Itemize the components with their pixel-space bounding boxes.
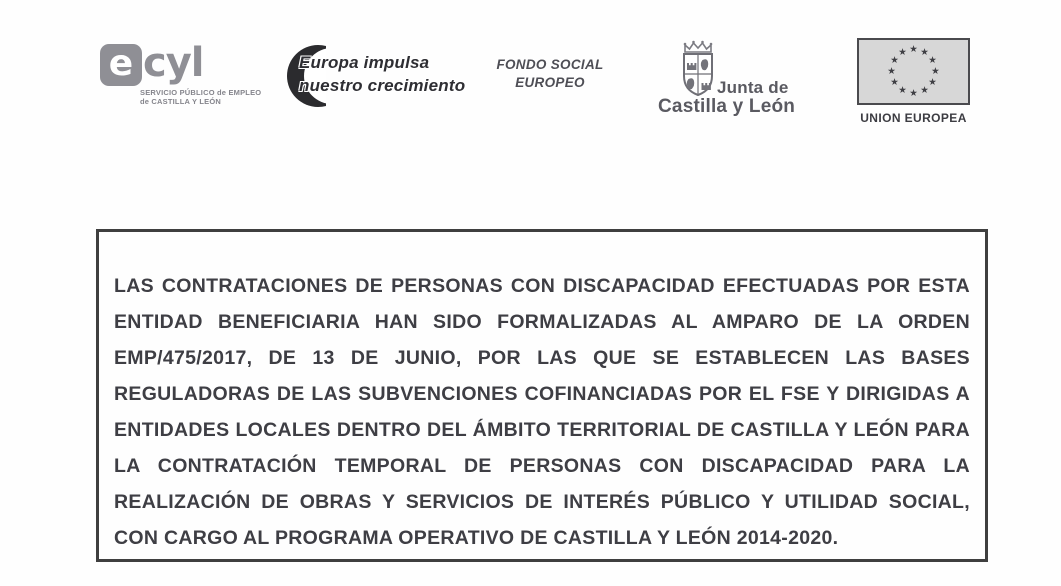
fse-line1: FONDO SOCIAL: [496, 57, 604, 72]
notice-line: REGULADORAS DE LAS SUBVENCIONES COFINANCIADAS POR EL FSE Y DIRIGIDAS A: [114, 383, 970, 405]
eu-flag-icon: [857, 38, 970, 105]
europa-text-line2: nuestro crecimiento: [299, 76, 466, 95]
notice-line: LAS CONTRATACIONES DE PERSONAS CON DISCAPACIDAD EFECTUADAS POR ESTA: [114, 275, 970, 297]
fse-line2: EUROPEO: [515, 75, 585, 90]
svg-text:★: ★: [909, 87, 918, 99]
svg-text:★: ★: [898, 47, 907, 59]
svg-text:★: ★: [931, 66, 940, 77]
notice-line: ENTIDAD BENEFICIARIA HAN SIDO FORMALIZADAS AL AMPARO DE LA ORDEN: [114, 311, 970, 333]
junta-text-line1: Junta de: [717, 78, 789, 97]
fondo-social-europeo-label: [470, 56, 630, 92]
svg-text:★: ★: [898, 84, 907, 96]
notice-line: LA CONTRATACIÓN TEMPORAL DE PERSONAS CON DISCAPACIDAD PARA LA: [114, 455, 970, 477]
notice-box: [96, 229, 988, 562]
ecyl-subtitle-line2: de CASTILLA Y LEÓN: [140, 97, 221, 106]
notice-line: ENTIDADES LOCALES DENTRO DEL ÁMBITO TERRITORIAL DE CASTILLA Y LEÓN PARA: [114, 419, 970, 441]
europa-text-line1: Europa impulsa: [299, 53, 430, 72]
europa-impulsa-text: [299, 51, 465, 97]
junta-text-line2: Castilla y León: [658, 96, 796, 117]
ecyl-wordmark-text: cyl: [143, 40, 204, 86]
ecyl-subtitle: [140, 88, 261, 106]
svg-text:★: ★: [890, 76, 899, 88]
eu-flag-caption: UNION EUROPEA: [860, 111, 967, 125]
ecyl-subtitle-line1: SERVICIO PÚBLICO de EMPLEO: [140, 88, 262, 97]
svg-text:★: ★: [920, 47, 929, 59]
ecyl-logo: [100, 40, 262, 106]
svg-text:★: ★: [920, 84, 929, 96]
europa-impulsa-logo: [286, 42, 466, 110]
logo-strip: [0, 0, 1061, 140]
junta-castilla-leon-logo: [655, 34, 815, 119]
ecyl-e-icon: e: [100, 44, 142, 86]
svg-text:★: ★: [890, 55, 899, 67]
svg-text:★: ★: [909, 44, 918, 56]
ecyl-wordmark: [100, 40, 261, 86]
notice-line: REALIZACIÓN DE OBRAS Y SERVICIOS DE INTERÉS PÚBLICO Y UTILIDAD SOCIAL,: [114, 491, 970, 513]
svg-text:★: ★: [928, 76, 937, 88]
notice-line: EMP/475/2017, DE 13 DE JUNIO, POR LAS QUE SE ESTABLECEN LAS BASES: [114, 347, 970, 369]
svg-text:★: ★: [928, 55, 937, 67]
notice-line: CON CARGO AL PROGRAMA OPERATIVO DE CASTILLA Y LEÓN 2014-2020.: [114, 527, 839, 549]
union-europea-logo: [857, 38, 977, 125]
svg-text:★: ★: [887, 66, 896, 77]
